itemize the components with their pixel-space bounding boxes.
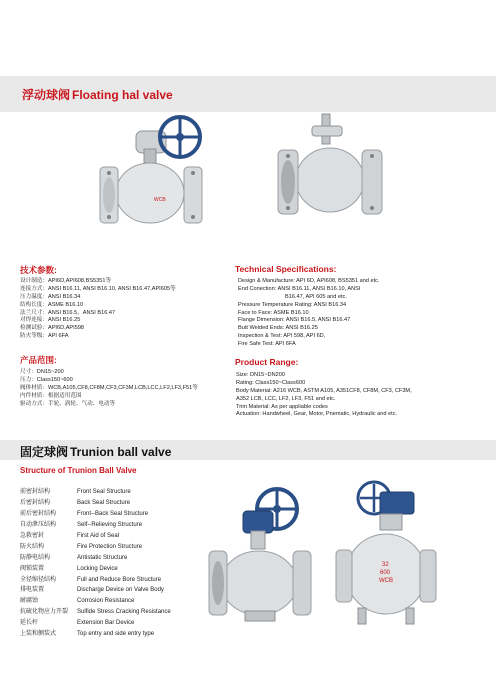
floating-valve-handwheel-photo <box>88 115 228 235</box>
structure-en: Back Seal Structure <box>77 499 131 506</box>
structure-cn: 防火结构 <box>20 543 45 550</box>
tech-specs-en-list <box>238 278 380 349</box>
tech-cn-line: 法兰尺寸：ANSI B16.5，ANSI B16.47 <box>20 309 116 316</box>
tech-en-line: Face to Face: ASME B16.10 <box>238 309 309 316</box>
tech-cn-line: 防火等级：API 6FA <box>20 333 69 340</box>
range-en-line: Body Material: A216 WCB, ASTM A105, A351CF8, CF8M, CF3, CF3M, <box>236 387 412 394</box>
structure-cn: 急救密封 <box>20 532 45 539</box>
valve-marking-material: WCB <box>379 578 393 584</box>
structure-cn: 延长杆 <box>20 620 39 627</box>
tech-cn-line: 结构长度：ASME B16.10 <box>20 301 84 308</box>
tech-cn-line: 设计制造：API6D,API608,BS5351等 <box>20 278 112 284</box>
tech-specs-en-heading: Technical Specifications: <box>235 264 337 274</box>
trunion-valve-actuator-photo <box>330 478 442 628</box>
tech-en-line: B16.47, API 605 and etc. <box>285 293 347 300</box>
structure-en: Top entry and side entry type <box>77 631 155 638</box>
structure-cn: 全径缩径结构 <box>20 576 57 583</box>
tech-en-line: Flange Dimension: ANSI B16.5, ANSI B16.47 <box>238 317 351 324</box>
tech-en-line: End Conection: ANSI B16.11, ANSI B16.10, ANSI <box>238 285 361 292</box>
trunion-title-en: Trunion ball valve <box>70 445 172 459</box>
tech-en-line: Inspection & Test: API 598, API 6D, <box>238 333 326 340</box>
range-en-line: Trim Material: As per appliable codes <box>236 403 328 410</box>
tech-en-line: Pressure Temperature Rating: ANSI B16.34 <box>238 301 347 308</box>
product-range-cn-heading: 产品范围: <box>20 355 57 365</box>
structure-cn: 排电装置 <box>20 587 45 594</box>
range-cn-line: 阀体材质：WCB,A105,CF8,CF8M,CF3,CF3M,LCB,LCC,LF2,LF3,F51等 <box>20 384 198 391</box>
trunion-title-cn: 固定球阀 <box>20 445 69 459</box>
tech-en-line: Fire Safe Test: API 6FA <box>238 341 296 348</box>
valve-marking-size: 32 <box>382 562 389 568</box>
product-range-en-heading: Product Range: <box>235 357 299 367</box>
floating-title-cn: 浮动球阀 <box>22 88 71 102</box>
structure-en: Self--Relieving Structure <box>77 521 143 528</box>
structure-en: Front--Back Seal Structure <box>77 510 149 517</box>
tech-en-line: Design & Manufacture: API 6D, API608, BS5351 and etc. <box>238 278 380 284</box>
structure-en: Locking Device <box>77 565 118 572</box>
structure-en: Antistatic Structure <box>77 554 128 561</box>
valve-marking-class: 600 <box>380 570 391 576</box>
tech-cn-line: 检测试验：API6D,API598 <box>20 325 85 332</box>
range-cn-line: 驱动方式：手轮、涡轮、气动、电动等 <box>20 400 116 407</box>
tech-cn-line: 对焊连接：ANSI B16.25 <box>20 317 81 324</box>
structure-cn: 耐腐蚀 <box>20 598 39 605</box>
structure-cn: 后密封结构 <box>20 499 51 506</box>
tech-cn-line: 连接方式：ANSI B16.11, ANSI B16.10, ANSI B16.47,API605等 <box>20 285 176 292</box>
range-en-line: Actuation: Handwheel, Gear, Motor, Pnematic, Hydraulic and etc. <box>236 411 398 418</box>
tech-params-cn-heading: 技术参数: <box>20 265 57 275</box>
structure-heading: Structure of Trunion Ball Valve <box>20 466 137 475</box>
floating-title-en: Floating hal valve <box>72 88 173 102</box>
range-en-line: Size: DN15~DN200 <box>236 372 285 378</box>
product-range-cn-list <box>20 369 198 408</box>
structure-en: First Aid of Seal <box>77 532 120 539</box>
floating-valve-lever-photo <box>272 110 392 225</box>
structure-en: Front Seal Structure <box>77 489 131 495</box>
structure-cn: 阀锁装置 <box>20 565 45 572</box>
range-cn-line: 压力：Class150~600 <box>20 376 73 383</box>
product-range-en-list <box>236 372 412 419</box>
range-cn-line: 内件材质：根据适用范围 <box>20 392 82 399</box>
trunion-section-title <box>20 443 171 460</box>
tech-cn-line: 压力温度：ANSI B16.34 <box>20 293 81 300</box>
range-en-line: A352 LCB, LCC, LF2, LF3, F51 and etc. <box>236 395 336 402</box>
structure-en: Discharge Device on Valve Body <box>77 587 164 594</box>
floating-section-title <box>22 86 173 103</box>
structure-en: Fire Protection Structure <box>77 543 143 550</box>
structure-cn: 抗硫化物应力开裂 <box>20 609 69 616</box>
tech-params-cn-list <box>20 278 176 341</box>
range-en-line: Rating: Class150~Class600 <box>236 379 306 386</box>
structure-cn: 上装和侧装式 <box>20 631 57 638</box>
structure-cn: 自动泄压结构 <box>20 521 57 528</box>
tech-en-line: Butt Welded Ends: ANSI B16.25 <box>238 325 318 332</box>
structure-cn: 前密封结构 <box>20 489 51 495</box>
structure-en: Sulfide Stress Cracking Resistance <box>77 609 171 616</box>
range-cn-line: 尺寸：DN15~200 <box>20 369 64 375</box>
structure-en: Extension Bar Device <box>77 620 135 627</box>
structure-cn: 前后密封结构 <box>20 510 57 517</box>
svg-text:WCB: WCB <box>154 197 166 203</box>
structure-en: Corrosion Resistance <box>77 598 135 605</box>
trunion-valve-gear-photo <box>205 485 315 625</box>
structure-cn: 防静电结构 <box>20 554 51 561</box>
structure-en: Full and Reduce Bore Structure <box>77 576 162 583</box>
